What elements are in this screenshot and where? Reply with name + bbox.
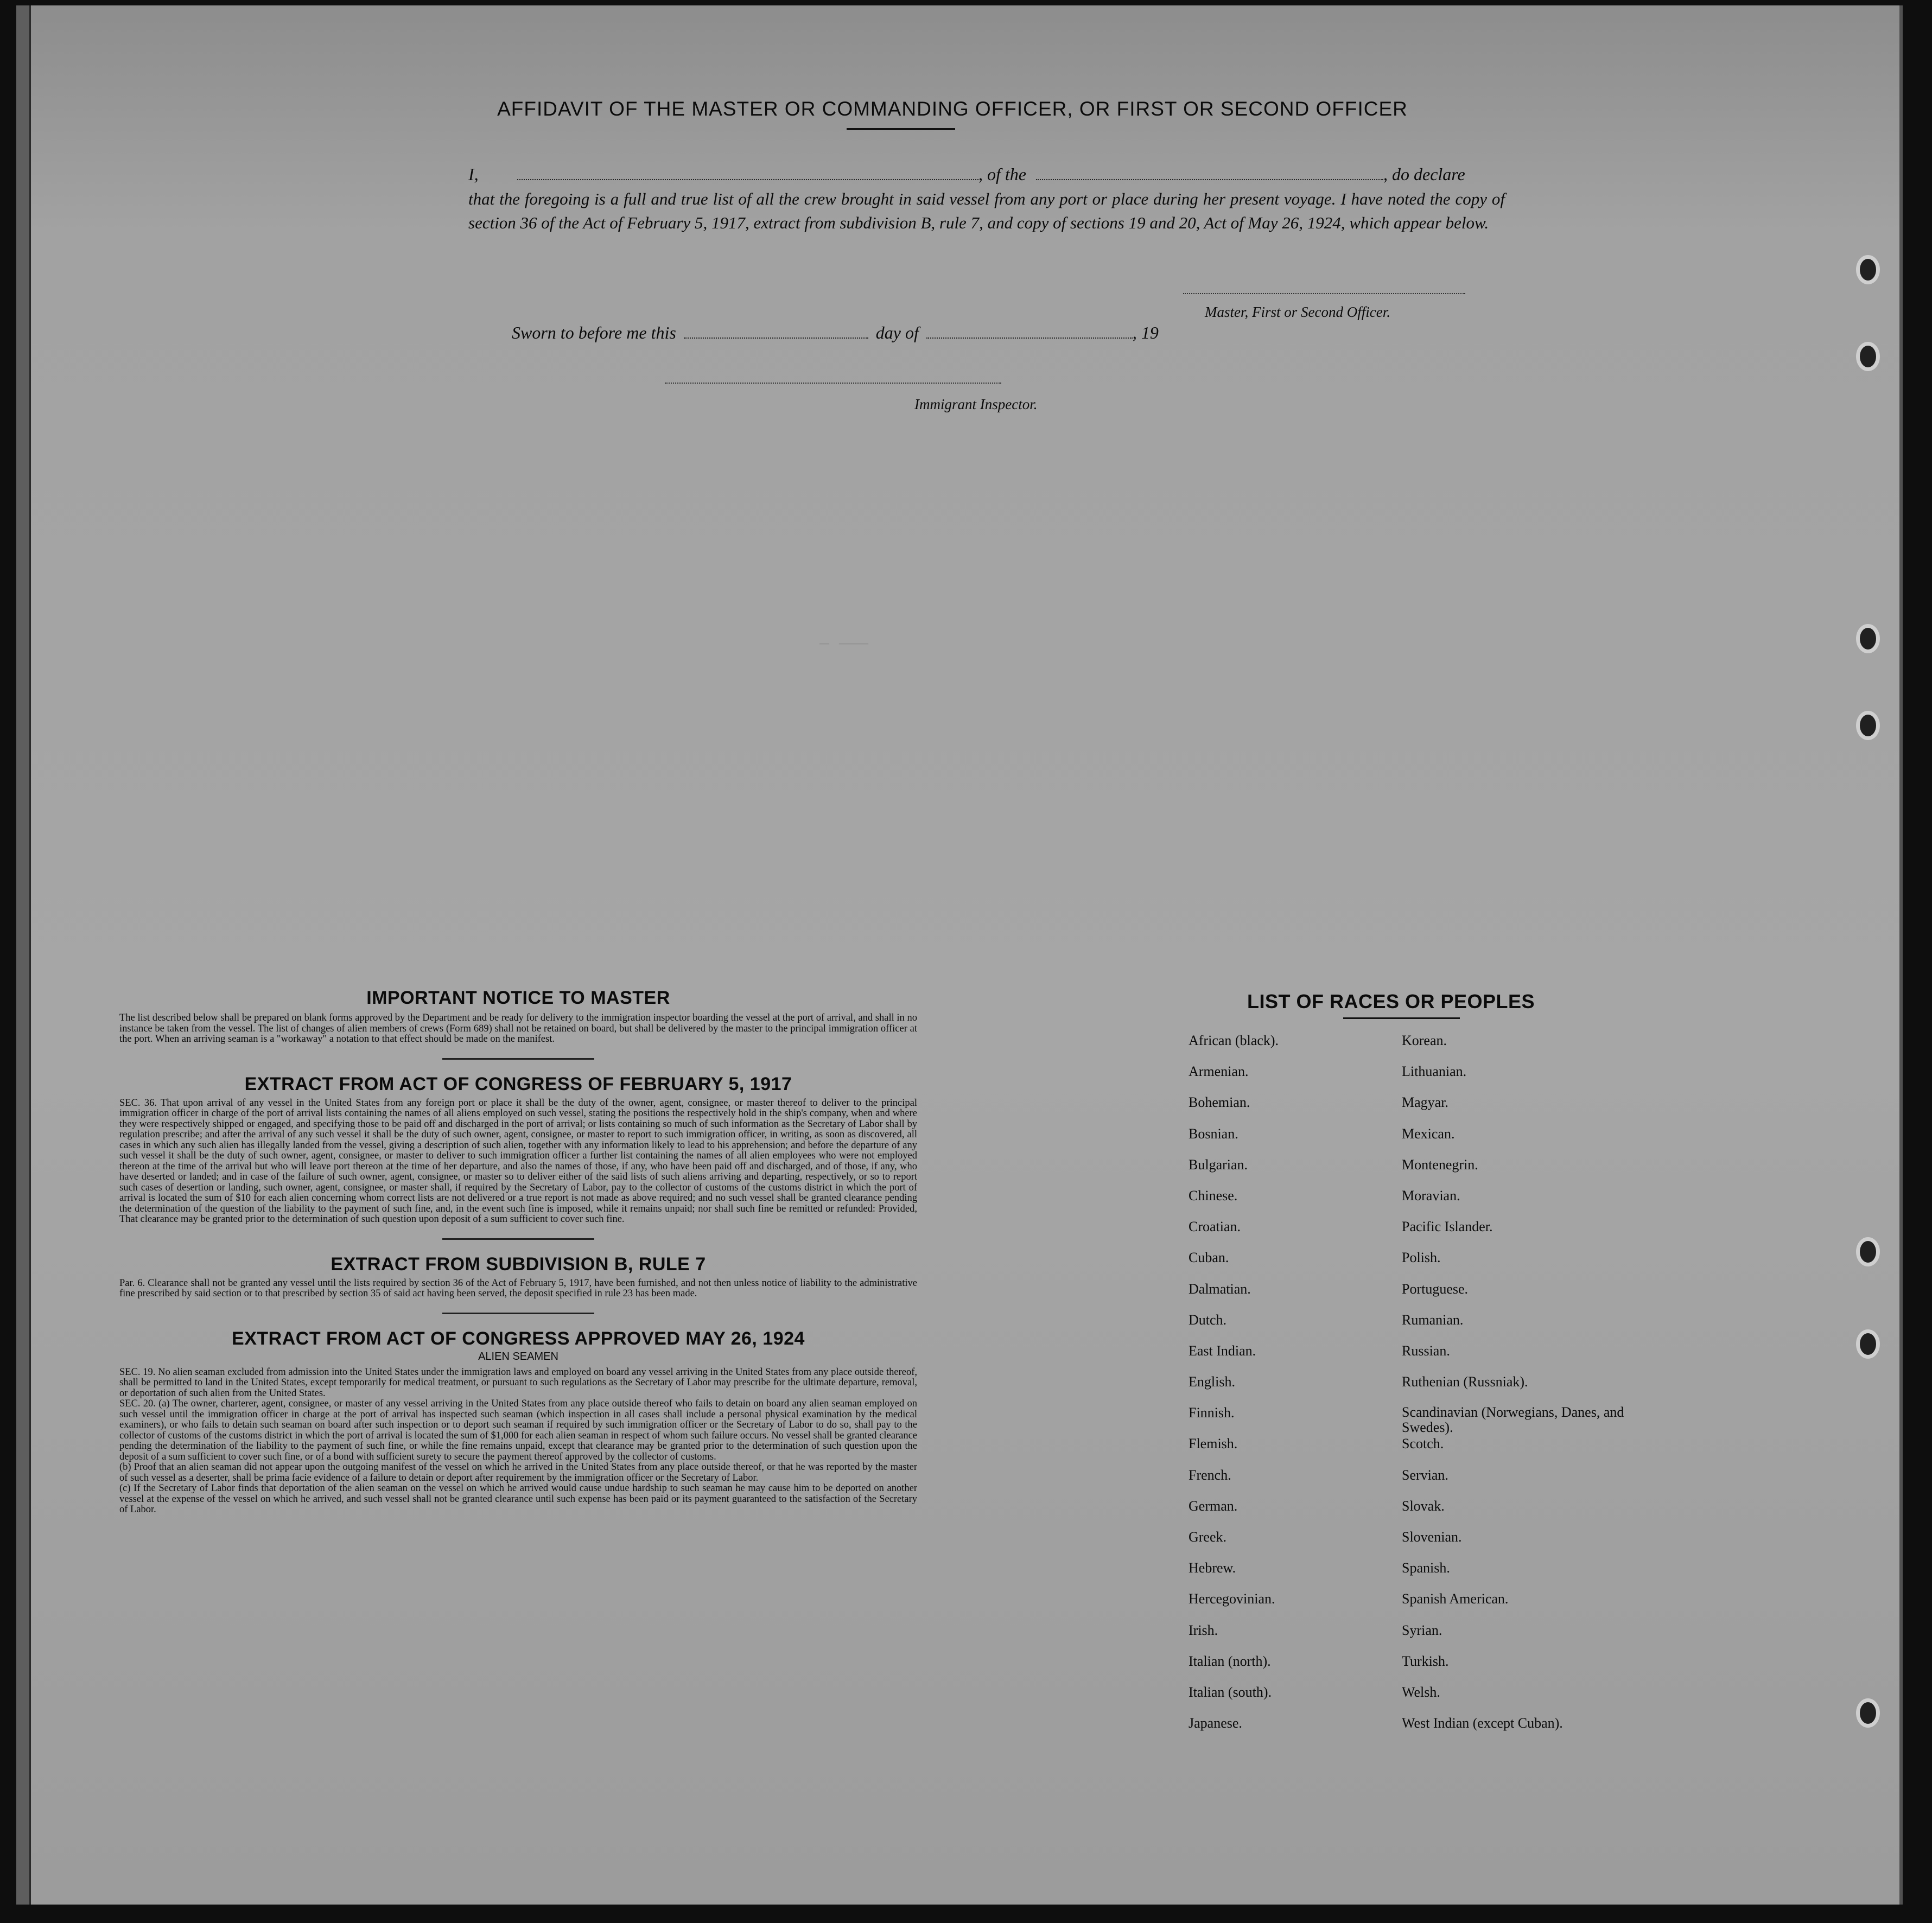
section-divider xyxy=(442,1313,594,1314)
race-item: Syrian. xyxy=(1402,1622,1442,1638)
legal-notices xyxy=(119,988,917,1516)
race-item: Irish. xyxy=(1189,1622,1218,1638)
race-item: Welsh. xyxy=(1402,1684,1440,1700)
race-item: Magyar. xyxy=(1402,1094,1448,1111)
extract-1917-text: SEC. 36. That upon arrival of any vessel in the United States from any foreign port or place it shall be the duty of the owner, agent, consignee, or master thereof to deliver to the principal immigration officer in charge of the port of arrival lists containing the names of all aliens employed on such vessel, stating the positions the respectively hold in the ship's company, when and where they were respectively shipped or engaged, and specifying those to be paid off and discharged in the port of arrival; or lists containing so much of such information as the Secretary of Labor shall by regulation prescribe; and after the arrival of any such vessel it shall be the duty of such owner, agent, consignee, or master to report to such immigration officer, in writing, as soon as discovered, all cases in which any such alien has illegally landed from the vessel, giving a description of such alien, together with any information likely to lead to his apprehension; and before the departure of any such vessel it shall be the duty of such owner, agent, consignee, or master to deliver to such immigration officer a further list containing the names of all alien employees who were not employed thereon at the time of the arrival but who will leave port thereon at the time of her departure, and also the names of those, if any, who have been paid off and discharged, and of those, if any, who have deserted or landed; and in case of the failure of such owner, agent, consignee, or master so to deliver either of the said lists of such aliens arriving and departing, respectively, or so to report such cases of desertion or landing, such owner, agent, consignee, or master shall, if required by the Secretary of Labor, pay to the collector of customs of the customs district in which the port of arrival is located the sum of $10 for each alien concerning whom correct lists are not delivered or a true report is not made as above required; and no such vessel shall be granted clearance pending the determination of the question of the liability to the payment of such fine, and, in the event such fine is imposed, while it remains unpaid; nor shall such fine be remitted or refunded: Provided, That clearance may be granted prior to the determination of such question upon deposit of a sum sufficient to cover such fine. xyxy=(119,1097,917,1225)
i-label: I, xyxy=(468,164,479,184)
race-item: Pacific Islander. xyxy=(1402,1219,1493,1235)
race-item: Montenegrin. xyxy=(1402,1156,1478,1173)
races-title-rule xyxy=(1343,1017,1460,1019)
race-item: Armenian. xyxy=(1189,1064,1249,1080)
race-item: Polish. xyxy=(1402,1250,1441,1266)
race-item: Portuguese. xyxy=(1402,1281,1469,1297)
race-item: West Indian (except Cuban). xyxy=(1402,1715,1563,1731)
race-item: Bosnian. xyxy=(1189,1125,1238,1142)
day-of-label: day of xyxy=(875,323,919,342)
extract-rule7-text: Par. 6. Clearance shall not be granted any vessel until the lists required by section 36 of the Act of February 5, 1917, have been furnished, and not then unless notice of liability to the administrative fine prescribed by said section or to that prescribed by section 35 of said act having been served, the deposit specified in rule 23 has been made. xyxy=(119,1277,917,1299)
races-column-1 xyxy=(1189,1033,1416,1746)
race-item: Chinese. xyxy=(1189,1187,1238,1204)
race-item: Slovenian. xyxy=(1402,1529,1462,1545)
race-item: English. xyxy=(1189,1374,1235,1390)
race-item: Japanese. xyxy=(1189,1715,1242,1731)
name-blank xyxy=(517,165,978,180)
bleed-through-mark: — ——— xyxy=(819,635,869,653)
race-item: Bulgarian. xyxy=(1189,1156,1248,1173)
extract-rule7-title: EXTRACT FROM SUBDIVISION B, RULE 7 xyxy=(331,1253,706,1275)
section-divider xyxy=(442,1238,594,1240)
races-list xyxy=(1189,990,1624,1731)
race-item: Italian (south). xyxy=(1189,1684,1272,1700)
race-item: Italian (north). xyxy=(1189,1653,1271,1669)
race-item: Dutch. xyxy=(1189,1311,1227,1328)
title-rule xyxy=(847,128,955,130)
sworn-text: Sworn to before me this xyxy=(512,323,676,342)
extract-1924-title: EXTRACT FROM ACT OF CONGRESS APPROVED MAY 26, 1924 xyxy=(232,1328,805,1349)
document-sheet xyxy=(16,5,1903,1905)
declaration-line xyxy=(468,163,1505,186)
sworn-month-blank xyxy=(926,323,1133,339)
race-item: Spanish American. xyxy=(1402,1591,1509,1607)
race-item: Ruthenian (Russniak). xyxy=(1402,1374,1528,1390)
year-label: , 19 xyxy=(1132,323,1159,342)
sec20b-text: (b) Proof that an alien seaman did not appear upon the outgoing manifest of the vessel on which he arrived in the United States from any place outside thereof, or that he was reported by the master of such vessel as a deserter, shall be prima facie evidence of a failure to detain or deport after requirement by the immigration officer or the Secretary of Labor. xyxy=(119,1462,917,1483)
race-item: French. xyxy=(1189,1467,1231,1483)
race-item: Slovak. xyxy=(1402,1498,1445,1514)
race-item: Flemish. xyxy=(1189,1436,1238,1452)
race-item: Russian. xyxy=(1402,1342,1450,1359)
race-item: Finnish. xyxy=(1189,1405,1235,1421)
section-divider xyxy=(442,1058,594,1060)
race-item: Korean. xyxy=(1402,1033,1447,1048)
race-item: East Indian. xyxy=(1189,1342,1256,1359)
race-item: Dalmatian. xyxy=(1189,1281,1251,1297)
race-item: Hebrew. xyxy=(1189,1560,1236,1576)
race-item: Bohemian. xyxy=(1189,1094,1250,1111)
signature-label: Master, First or Second Officer. xyxy=(1205,304,1390,320)
of-the-label: , of the xyxy=(978,164,1026,184)
race-item: Servian. xyxy=(1402,1467,1448,1483)
signature-line xyxy=(1183,293,1465,294)
vessel-blank xyxy=(1036,165,1383,180)
race-item: Lithuanian. xyxy=(1402,1064,1467,1080)
race-item: Hercegovinian. xyxy=(1189,1591,1275,1607)
race-item: Cuban. xyxy=(1189,1250,1229,1266)
race-item: Turkish. xyxy=(1402,1653,1449,1669)
extract-1924-subtitle: ALIEN SEAMEN xyxy=(478,1350,558,1362)
sec19-text: SEC. 19. No alien seaman excluded from admission into the United States under the immigration laws and employed on board any vessel arriving in the United States from any place outside thereof, shall be permitted to land in the United States, except temporarily for medical treatment, or pursuant to such regulations as the Secretary of Labor may prescribe for the ultimate departure, removal, or deportation of such alien from the United States. xyxy=(119,1366,917,1399)
sworn-day-blank xyxy=(684,323,868,339)
races-column-2 xyxy=(1402,1033,1630,1746)
notice-text: The list described below shall be prepared on blank forms approved by the Department and be ready for delivery to the immigration inspector boarding the vessel at the port of arrival, and shall in no instance be taken from the vessel. The list of changes of alien members of crews (Form 689) shall not be retained on board, but shall be delivered by the master to the principal immigration officer at the port. When an arriving seaman is a "workaway" a notation to that effect should be made on the manifest. xyxy=(119,1013,917,1045)
races-title: LIST OF RACES OR PEOPLES xyxy=(1247,990,1535,1013)
affidavit-title: AFFIDAVIT OF THE MASTER OR COMMANDING OFFICER, OR FIRST OR SECOND OFFICER xyxy=(497,98,1408,120)
sworn-line xyxy=(512,323,1159,343)
race-item: Mexican. xyxy=(1402,1125,1455,1142)
race-item: Moravian. xyxy=(1402,1187,1460,1204)
notice-title: IMPORTANT NOTICE TO MASTER xyxy=(366,988,670,1008)
race-item: Scandinavian (Norwegians, Danes, and Swedes). xyxy=(1402,1404,1624,1436)
sec20c-text: (c) If the Secretary of Labor finds that deportation of the alien seaman on the vessel on which he arrived would cause undue hardship to such seaman he may cause him to be deported on another vessel at the expense of the vessel on which he arrived, and such vessel shall not be granted clearance until such expense has been paid or its payment guaranteed to the satisfaction of the Secretary of Labor. xyxy=(119,1483,917,1515)
race-item: Spanish. xyxy=(1402,1560,1450,1576)
race-item: Croatian. xyxy=(1189,1219,1241,1235)
race-item: Scotch. xyxy=(1402,1436,1444,1452)
race-item: Rumanian. xyxy=(1402,1311,1464,1328)
sec20a-text: SEC. 20. (a) The owner, charterer, agent, consignee, or master of any vessel arriving in the United States from any place outside thereof who fails to detain on board any alien seaman employed on such vessel until the immigration officer in charge at the port of arrival has inspected such seaman (which inspection in all cases shall include a personal physical examination by the medical examiners), or who fails to detain such seaman on board after such inspection or to deport such seaman if required by such immigration officer or the Secretary of Labor to do so, shall pay to the collector of customs of the customs district in which the port of arrival is located the sum of $1,000 for each alien seaman in respect of whom such failure occurs. No vessel shall be granted clearance pending the determination of the liability to the payment of such fine, or while the fine remains unpaid, except that clearance may be granted prior to the determination of such question upon the deposit of a sum sufficient to cover such fine, or of a bond with sufficient surety to secure the payment thereof approved by the collector of customs. xyxy=(119,1398,917,1462)
declare-label: , do declare xyxy=(1383,164,1465,184)
affidavit-body: that the foregoing is a full and true list of all the crew brought in said vessel from any port or place during her present voyage. I have noted the copy of section 36 of the Act of February 5, 1917, extract from subdivision B, rule 7, and copy of sections 19 and 20, Act of May 26, 1924, which appear below. xyxy=(468,189,1505,232)
inspector-line xyxy=(665,383,1001,384)
inspector-label: Immigrant Inspector. xyxy=(914,396,1038,412)
race-item: African (black). xyxy=(1189,1033,1279,1048)
extract-1917-title: EXTRACT FROM ACT OF CONGRESS OF FEBRUARY 5, 1917 xyxy=(244,1073,792,1094)
race-item: Greek. xyxy=(1189,1529,1227,1545)
race-item: German. xyxy=(1189,1498,1238,1514)
